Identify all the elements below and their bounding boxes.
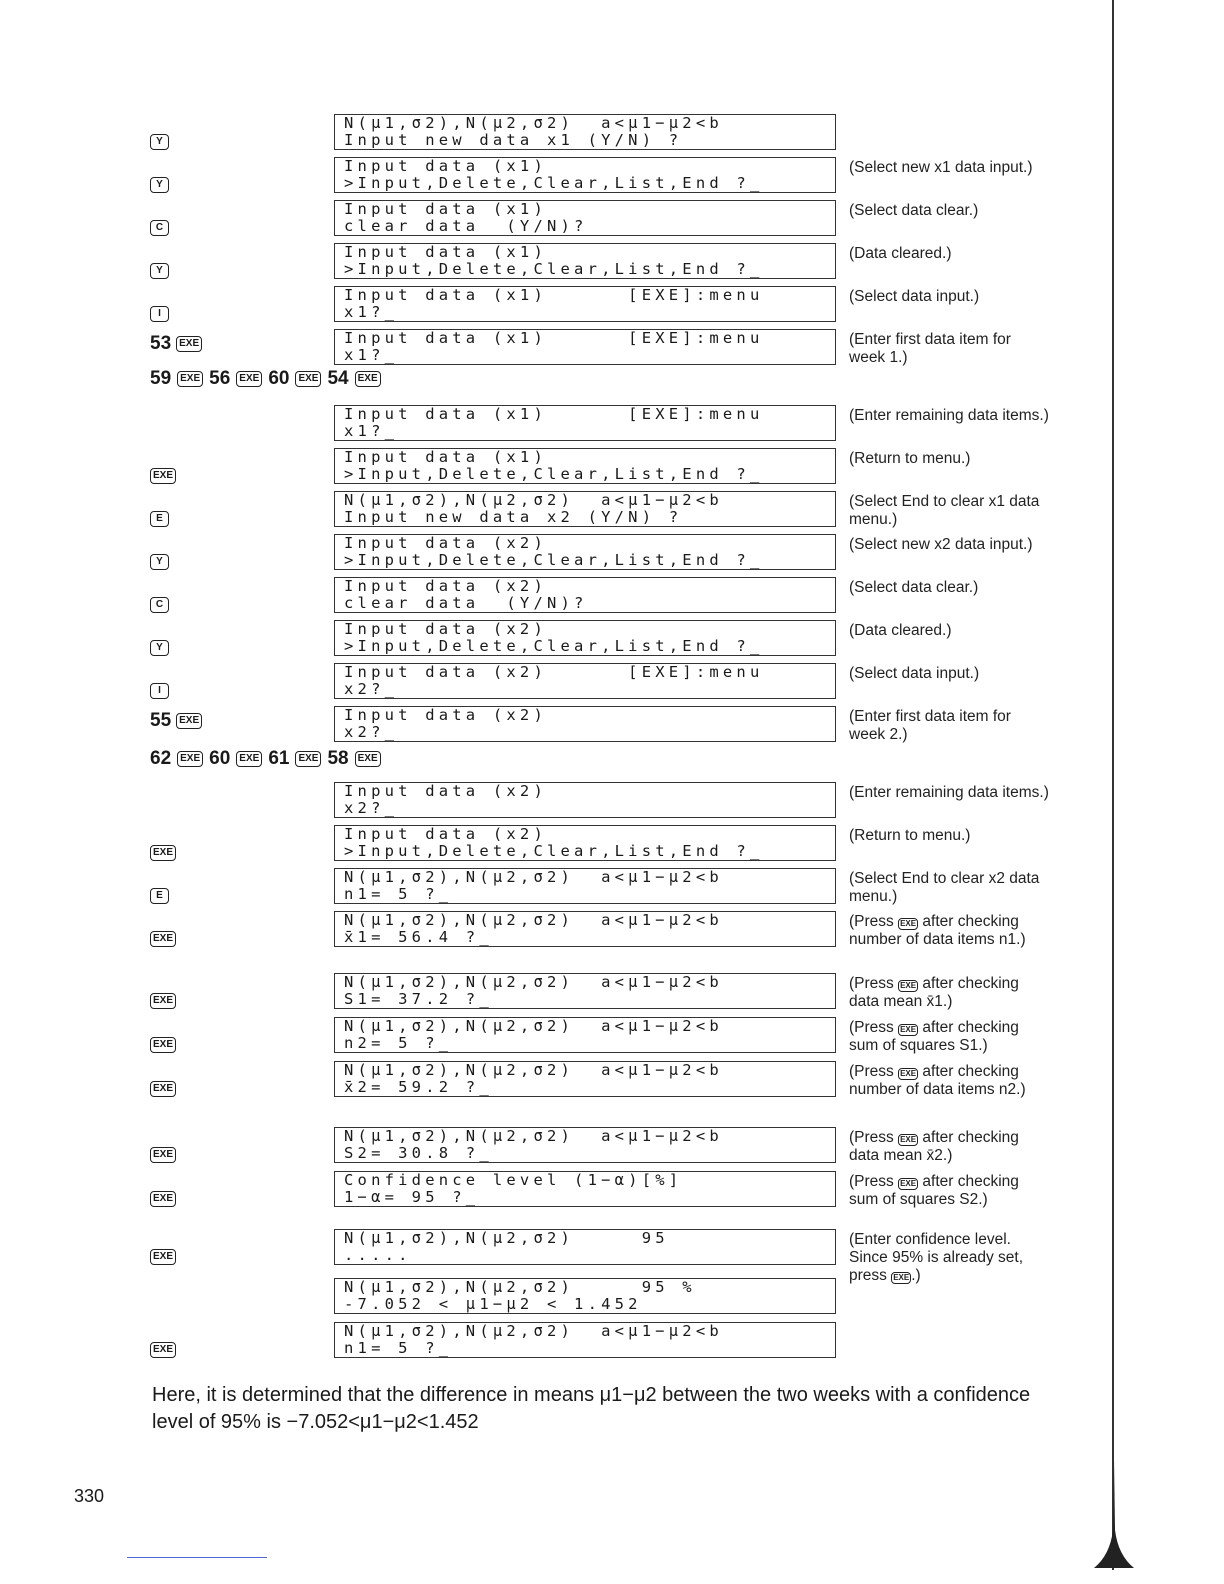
- lcd-display: [334, 491, 836, 527]
- key-i-icon: I: [150, 683, 169, 699]
- lcd-line: x̄1= 56.4 ?_: [344, 928, 493, 946]
- lcd-display: [334, 1322, 836, 1358]
- key-exe-icon: EXE: [150, 1147, 176, 1163]
- lcd-line: clear data (Y/N)?: [344, 594, 588, 612]
- key-e-icon: E: [150, 888, 169, 904]
- key-exe-icon: EXE: [236, 371, 262, 387]
- step-key: [150, 1249, 176, 1265]
- lcd-line: Input data (x2): [344, 782, 547, 800]
- lcd-display: [334, 1278, 836, 1314]
- step-key: [150, 468, 176, 484]
- lcd-line: 1−α= 95 ?_: [344, 1188, 480, 1206]
- lcd-display: [334, 286, 836, 322]
- lcd-display: [334, 448, 836, 484]
- key-sequence: [150, 748, 381, 770]
- step-note: (Data cleared.): [849, 245, 952, 262]
- key-exe-icon: EXE: [177, 371, 203, 387]
- lcd-line: n1= 5 ?_: [344, 1339, 453, 1357]
- key-digits: 54: [327, 368, 349, 389]
- lcd-line: Input data (x2): [344, 825, 547, 843]
- lcd-line: >Input,Delete,Clear,List,End ?_: [344, 842, 764, 860]
- step-note: (Data cleared.): [849, 622, 952, 639]
- lcd-line: N(μ1,σ2),N(μ2,σ2) a<μ1−μ2<b: [344, 1017, 723, 1035]
- step-key: [150, 134, 169, 150]
- page-number: 330: [74, 1486, 105, 1506]
- step-note: (Select new x1 data input.): [849, 159, 1033, 176]
- key-sequence: [150, 368, 381, 390]
- lcd-line: N(μ1,σ2),N(μ2,σ2) 95: [344, 1229, 669, 1247]
- key-exe-icon: EXE: [176, 713, 202, 729]
- step-note: (Enter confidence level. Since 95% is already set, press EXE .): [849, 1231, 1024, 1284]
- key-exe-icon: EXE: [150, 468, 176, 484]
- lcd-line: >Input,Delete,Clear,List,End ?_: [344, 260, 764, 278]
- lcd-line: Confidence level (1−α)[%]: [344, 1171, 683, 1189]
- lcd-line: Input data (x2): [344, 577, 547, 595]
- key-digits: 62: [150, 748, 172, 769]
- key-digits: 60: [268, 368, 290, 389]
- lcd-display: [334, 157, 836, 193]
- step-note: (Enter remaining data items.): [849, 407, 1049, 424]
- lcd-display: [334, 329, 836, 365]
- page-edge-line: [1112, 0, 1114, 1570]
- lcd-line: Input data (x1): [344, 448, 547, 466]
- lcd-line: Input data (x1): [344, 200, 547, 218]
- lcd-display: [334, 577, 836, 613]
- step-key: [150, 1342, 176, 1358]
- step-key: [150, 1081, 176, 1097]
- step-note: (Select End to clear x2 data menu.): [849, 870, 1040, 905]
- key-exe-icon: EXE: [295, 751, 321, 767]
- step-key: [150, 931, 176, 947]
- key-digits: 58: [327, 748, 349, 769]
- lcd-line: >Input,Delete,Clear,List,End ?_: [344, 465, 764, 483]
- step-note: (Enter first data item for week 1.): [849, 331, 1011, 366]
- key-digits: 53: [150, 333, 172, 354]
- lcd-line: x2?_: [344, 680, 399, 698]
- exe-key-icon: EXE: [893, 1273, 910, 1282]
- exe-key-icon: EXE: [900, 1025, 917, 1034]
- step-key: [150, 333, 202, 355]
- step-key: [150, 1037, 176, 1053]
- key-c-icon: C: [150, 220, 169, 236]
- lcd-display: [334, 782, 836, 818]
- lcd-line: Input data (x1) [EXE]:menu: [344, 286, 764, 304]
- key-digits: 60: [209, 748, 231, 769]
- lcd-line: N(μ1,σ2),N(μ2,σ2) a<μ1−μ2<b: [344, 1061, 723, 1079]
- step-key: [150, 1147, 176, 1163]
- lcd-display: [334, 1171, 836, 1207]
- key-exe-icon: EXE: [355, 751, 381, 767]
- step-note: (Press EXE after checking data mean x̄2.): [849, 1129, 1019, 1164]
- key-digits: 55: [150, 710, 172, 731]
- lcd-display: [334, 1061, 836, 1097]
- step-note: (Select data input.): [849, 665, 980, 682]
- step-note: (Press EXE after checking sum of squares S1.): [849, 1019, 1019, 1054]
- step-note: (Enter remaining data items.): [849, 784, 1049, 801]
- lcd-line: N(μ1,σ2),N(μ2,σ2) a<μ1−μ2<b: [344, 973, 723, 991]
- lcd-line: Input data (x1): [344, 157, 547, 175]
- step-note: (Return to menu.): [849, 827, 971, 844]
- exe-key-icon: EXE: [900, 1069, 917, 1078]
- key-exe-icon: EXE: [150, 931, 176, 947]
- step-key: [150, 888, 169, 904]
- step-key: [150, 845, 176, 861]
- conclusion-paragraph: Here, it is determined that the difference in means μ1−μ2 between the two weeks with a confidence level of 95% is −7.052<μ1−μ2<1.452: [152, 1384, 1031, 1433]
- lcd-line: clear data (Y/N)?: [344, 217, 588, 235]
- lcd-line: .....: [344, 1246, 412, 1264]
- lcd-display: [334, 620, 836, 656]
- key-exe-icon: EXE: [355, 371, 381, 387]
- lcd-line: n2= 5 ?_: [344, 1034, 453, 1052]
- key-y-icon: Y: [150, 177, 169, 193]
- step-key: [150, 511, 169, 527]
- lcd-display: [334, 973, 836, 1009]
- lcd-line: >Input,Delete,Clear,List,End ?_: [344, 551, 764, 569]
- lcd-display: [334, 1229, 836, 1265]
- step-note: (Enter first data item for week 2.): [849, 708, 1011, 743]
- exe-key-icon: EXE: [900, 1135, 917, 1144]
- lcd-line: x2?_: [344, 723, 399, 741]
- key-exe-icon: EXE: [150, 1037, 176, 1053]
- lcd-line: x1?_: [344, 422, 399, 440]
- lcd-line: Input data (x2): [344, 534, 547, 552]
- key-y-icon: Y: [150, 134, 169, 150]
- lcd-line: n1= 5 ?_: [344, 885, 453, 903]
- lcd-line: Input data (x1) [EXE]:menu: [344, 405, 764, 423]
- key-exe-icon: EXE: [236, 751, 262, 767]
- lcd-display: [334, 868, 836, 904]
- exe-key-icon: EXE: [900, 981, 917, 990]
- step-note: (Press EXE after checking data mean x̄1.): [849, 975, 1019, 1010]
- lcd-line: Input data (x1) [EXE]:menu: [344, 329, 764, 347]
- step-note: (Press EXE after checking number of data items n1.): [849, 913, 1026, 948]
- lcd-line: Input data (x2): [344, 620, 547, 638]
- key-exe-icon: EXE: [150, 1191, 176, 1207]
- key-exe-icon: EXE: [150, 1342, 176, 1358]
- lcd-line: >Input,Delete,Clear,List,End ?_: [344, 174, 764, 192]
- lcd-line: Input new data x1 (Y/N) ?: [344, 131, 683, 149]
- lcd-line: Input data (x1): [344, 243, 547, 261]
- key-digits: 59: [150, 368, 172, 389]
- key-e-icon: E: [150, 511, 169, 527]
- key-c-icon: C: [150, 597, 169, 613]
- lcd-display: [334, 114, 836, 150]
- key-exe-icon: EXE: [150, 845, 176, 861]
- step-key: [150, 597, 169, 613]
- key-exe-icon: EXE: [150, 1249, 176, 1265]
- key-exe-icon: EXE: [177, 751, 203, 767]
- step-note: (Select data clear.): [849, 579, 979, 596]
- lcd-display: [334, 663, 836, 699]
- lcd-line: N(μ1,σ2),N(μ2,σ2) a<μ1−μ2<b: [344, 1127, 723, 1145]
- lcd-display: [334, 243, 836, 279]
- step-key: [150, 993, 176, 1009]
- step-key: [150, 263, 169, 279]
- footer-underline: [127, 1557, 267, 1558]
- page-corner-ornament: [1094, 1460, 1134, 1570]
- lcd-display: [334, 534, 836, 570]
- step-note: (Select new x2 data input.): [849, 536, 1033, 553]
- lcd-line: N(μ1,σ2),N(μ2,σ2) a<μ1−μ2<b: [344, 491, 723, 509]
- key-exe-icon: EXE: [150, 1081, 176, 1097]
- key-digits: 61: [268, 748, 290, 769]
- step-key: [150, 640, 169, 656]
- lcd-display: [334, 706, 836, 742]
- step-key: [150, 177, 169, 193]
- lcd-line: S1= 37.2 ?_: [344, 990, 493, 1008]
- step-note: (Press EXE after checking number of data items n2.): [849, 1063, 1026, 1098]
- key-digits: 56: [209, 368, 231, 389]
- lcd-line: Input data (x2) [EXE]:menu: [344, 663, 764, 681]
- lcd-line: S2= 30.8 ?_: [344, 1144, 493, 1162]
- lcd-line: N(μ1,σ2),N(μ2,σ2) 95 %: [344, 1278, 696, 1296]
- step-note: (Return to menu.): [849, 450, 971, 467]
- step-note: (Select data input.): [849, 288, 980, 305]
- key-exe-icon: EXE: [176, 336, 202, 352]
- key-y-icon: Y: [150, 554, 169, 570]
- step-key: [150, 554, 169, 570]
- lcd-line: Input data (x2): [344, 706, 547, 724]
- key-exe-icon: EXE: [295, 371, 321, 387]
- step-key: [150, 710, 202, 732]
- lcd-display: [334, 200, 836, 236]
- lcd-line: x1?_: [344, 346, 399, 364]
- key-y-icon: Y: [150, 640, 169, 656]
- step-note: (Press EXE after checking sum of squares S2.): [849, 1173, 1019, 1208]
- key-i-icon: I: [150, 306, 169, 322]
- lcd-line: N(μ1,σ2),N(μ2,σ2) a<μ1−μ2<b: [344, 911, 723, 929]
- lcd-display: [334, 1017, 836, 1053]
- step-note: (Select data clear.): [849, 202, 979, 219]
- lcd-line: x̄2= 59.2 ?_: [344, 1078, 493, 1096]
- step-key: [150, 306, 169, 322]
- lcd-line: N(μ1,σ2),N(μ2,σ2) a<μ1−μ2<b: [344, 868, 723, 886]
- lcd-line: -7.052 < μ1−μ2 < 1.452: [344, 1295, 642, 1313]
- lcd-line: Input new data x2 (Y/N) ?: [344, 508, 683, 526]
- exe-key-icon: EXE: [900, 919, 917, 928]
- lcd-line: x2?_: [344, 799, 399, 817]
- lcd-display: [334, 911, 836, 947]
- key-y-icon: Y: [150, 263, 169, 279]
- step-key: [150, 683, 169, 699]
- lcd-line: N(μ1,σ2),N(μ2,σ2) a<μ1−μ2<b: [344, 114, 723, 132]
- key-exe-icon: EXE: [150, 993, 176, 1009]
- step-note: (Select End to clear x1 data menu.): [849, 493, 1040, 528]
- lcd-display: [334, 1127, 836, 1163]
- step-key: [150, 220, 169, 236]
- lcd-display: [334, 825, 836, 861]
- lcd-line: >Input,Delete,Clear,List,End ?_: [344, 637, 764, 655]
- lcd-line: x1?_: [344, 303, 399, 321]
- exe-key-icon: EXE: [900, 1179, 917, 1188]
- lcd-display: [334, 405, 836, 441]
- lcd-line: N(μ1,σ2),N(μ2,σ2) a<μ1−μ2<b: [344, 1322, 723, 1340]
- step-key: [150, 1191, 176, 1207]
